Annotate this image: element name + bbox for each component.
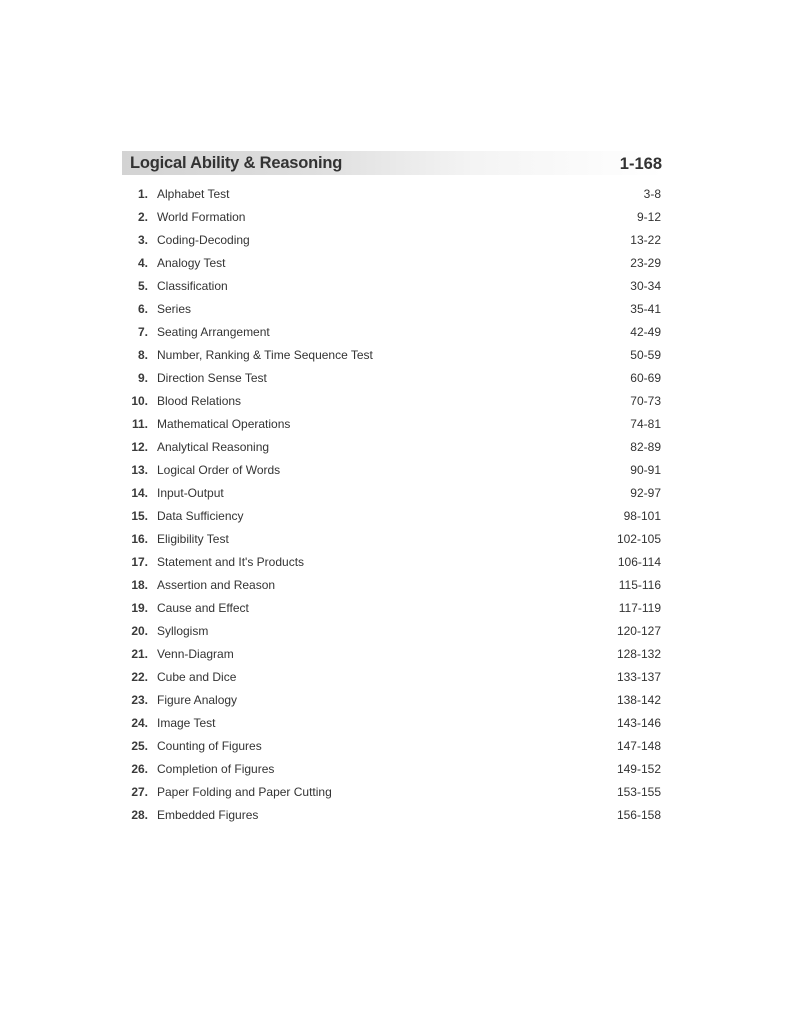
toc-row[interactable] xyxy=(122,528,663,551)
toc-row[interactable] xyxy=(122,758,663,781)
toc-topic: Cube and Dice xyxy=(157,670,237,684)
toc-number: 8. xyxy=(137,348,148,362)
toc-page-range: 30-34 xyxy=(630,279,661,293)
toc-page-range: 143-146 xyxy=(616,716,661,730)
section-title: Logical Ability & Reasoning xyxy=(130,154,343,172)
toc-row[interactable] xyxy=(122,436,663,459)
toc-topic: Statement and It's Products xyxy=(157,555,305,569)
toc-page-range: 3-8 xyxy=(643,187,661,201)
toc-page-range: 147-148 xyxy=(616,739,661,753)
toc-number: 1. xyxy=(137,187,148,201)
toc-page-range: 13-22 xyxy=(630,233,661,247)
toc-row[interactable] xyxy=(122,597,663,620)
toc-list xyxy=(122,183,663,827)
toc-number: 23. xyxy=(131,693,148,707)
toc-page-range: 70-73 xyxy=(630,394,661,408)
toc-topic: Analytical Reasoning xyxy=(157,440,270,454)
toc-row[interactable] xyxy=(122,229,663,252)
toc-page-range: 23-29 xyxy=(630,256,661,270)
toc-row[interactable] xyxy=(122,413,663,436)
toc-page-range: 106-114 xyxy=(617,555,661,569)
section-page-range: 1-168 xyxy=(619,155,662,173)
toc-page-range: 9-12 xyxy=(636,210,661,224)
toc-page-range: 74-81 xyxy=(630,417,661,431)
toc-topic: World Formation xyxy=(157,210,246,224)
toc-page-range: 90-91 xyxy=(630,463,661,477)
toc-number: 13. xyxy=(131,463,148,477)
toc-row[interactable] xyxy=(122,574,663,597)
toc-topic: Blood Relations xyxy=(157,394,242,408)
toc-page-range: 35-41 xyxy=(630,302,661,316)
toc-page-range: 120-127 xyxy=(616,624,661,638)
toc-number: 25. xyxy=(131,739,148,753)
toc-topic: Series xyxy=(157,302,192,316)
toc-number: 22. xyxy=(131,670,148,684)
toc-row[interactable] xyxy=(122,505,663,528)
toc-page-range: 149-152 xyxy=(616,762,661,776)
toc-topic: Completion of Figures xyxy=(157,762,275,776)
toc-row[interactable] xyxy=(122,551,663,574)
toc-number: 19. xyxy=(131,601,148,615)
toc-page-range: 82-89 xyxy=(630,440,661,454)
toc-row[interactable] xyxy=(122,344,663,367)
toc-row[interactable] xyxy=(122,390,663,413)
toc-number: 16. xyxy=(131,532,148,546)
toc-page-range: 60-69 xyxy=(630,371,661,385)
toc-topic: Alphabet Test xyxy=(157,187,230,201)
toc-row[interactable] xyxy=(122,735,663,758)
toc-row[interactable] xyxy=(122,689,663,712)
toc-number: 14. xyxy=(131,486,148,500)
toc-page-range: 92-97 xyxy=(630,486,661,500)
toc-number: 26. xyxy=(131,762,148,776)
section-header xyxy=(122,151,664,175)
toc-number: 3. xyxy=(137,233,148,247)
toc-topic: Eligibility Test xyxy=(157,532,229,546)
toc-number: 28. xyxy=(131,808,148,822)
toc-number: 9. xyxy=(137,371,148,385)
toc-topic: Image Test xyxy=(157,716,216,730)
toc-page-range: 128-132 xyxy=(616,647,661,661)
toc-topic: Paper Folding and Paper Cutting xyxy=(157,785,332,799)
toc-row[interactable] xyxy=(122,275,663,298)
toc-page-range: 133-137 xyxy=(616,670,661,684)
toc-topic: Direction Sense Test xyxy=(157,371,267,385)
toc-page-range: 50-59 xyxy=(630,348,661,362)
toc-number: 12. xyxy=(131,440,148,454)
toc-page-range: 153-155 xyxy=(616,785,661,799)
toc-topic: Data Sufficiency xyxy=(157,509,244,523)
toc-topic: Input-Output xyxy=(157,486,224,500)
toc-page-range: 156-158 xyxy=(616,808,661,822)
toc-topic: Coding-Decoding xyxy=(157,233,250,247)
toc-topic: Seating Arrangement xyxy=(157,325,270,339)
toc-number: 15. xyxy=(131,509,148,523)
toc-page-range: 42-49 xyxy=(630,325,661,339)
toc-number: 24. xyxy=(131,716,148,730)
toc-number: 10. xyxy=(131,394,148,408)
toc-number: 5. xyxy=(137,279,148,293)
toc-number: 20. xyxy=(131,624,148,638)
toc-number: 18. xyxy=(131,578,148,592)
toc-row[interactable] xyxy=(122,298,663,321)
toc-row[interactable] xyxy=(122,252,663,275)
toc-row[interactable] xyxy=(122,367,663,390)
toc-topic: Figure Analogy xyxy=(157,693,238,707)
toc-row[interactable] xyxy=(122,206,663,229)
toc-number: 7. xyxy=(137,325,148,339)
toc-row[interactable] xyxy=(122,321,663,344)
toc-topic: Mathematical Operations xyxy=(157,417,291,431)
toc-row[interactable] xyxy=(122,712,663,735)
toc-page-range: 138-142 xyxy=(616,693,661,707)
toc-page-range: 102-105 xyxy=(616,532,661,546)
toc-page-range: 115-116 xyxy=(618,578,661,592)
toc-topic: Embedded Figures xyxy=(157,808,259,822)
toc-topic: Assertion and Reason xyxy=(157,578,276,592)
toc-topic: Venn-Diagram xyxy=(157,647,234,661)
toc-topic: Analogy Test xyxy=(157,256,226,270)
toc-number: 2. xyxy=(137,210,148,224)
toc-row[interactable] xyxy=(122,183,663,206)
toc-topic: Counting of Figures xyxy=(157,739,262,753)
toc-page-range: 98-101 xyxy=(623,509,661,523)
toc-row[interactable] xyxy=(122,620,663,643)
toc-topic: Classification xyxy=(157,279,228,293)
toc-number: 11. xyxy=(131,417,148,431)
toc-number: 27. xyxy=(131,785,148,799)
toc-topic: Logical Order of Words xyxy=(157,463,281,477)
toc-row[interactable] xyxy=(122,781,663,804)
toc-topic: Number, Ranking & Time Sequence Test xyxy=(157,348,373,362)
toc-row[interactable] xyxy=(122,643,663,666)
toc-topic: Syllogism xyxy=(157,624,209,638)
toc-number: 6. xyxy=(137,302,148,316)
toc-page-range: 117-119 xyxy=(618,601,661,615)
toc-row[interactable] xyxy=(122,666,663,689)
toc-topic: Cause and Effect xyxy=(157,601,249,615)
toc-number: 17. xyxy=(131,555,148,569)
toc-row[interactable] xyxy=(122,482,663,505)
toc-row[interactable] xyxy=(122,804,663,827)
toc-row[interactable] xyxy=(122,459,663,482)
toc-number: 4. xyxy=(137,256,148,270)
toc-number: 21. xyxy=(131,647,148,661)
